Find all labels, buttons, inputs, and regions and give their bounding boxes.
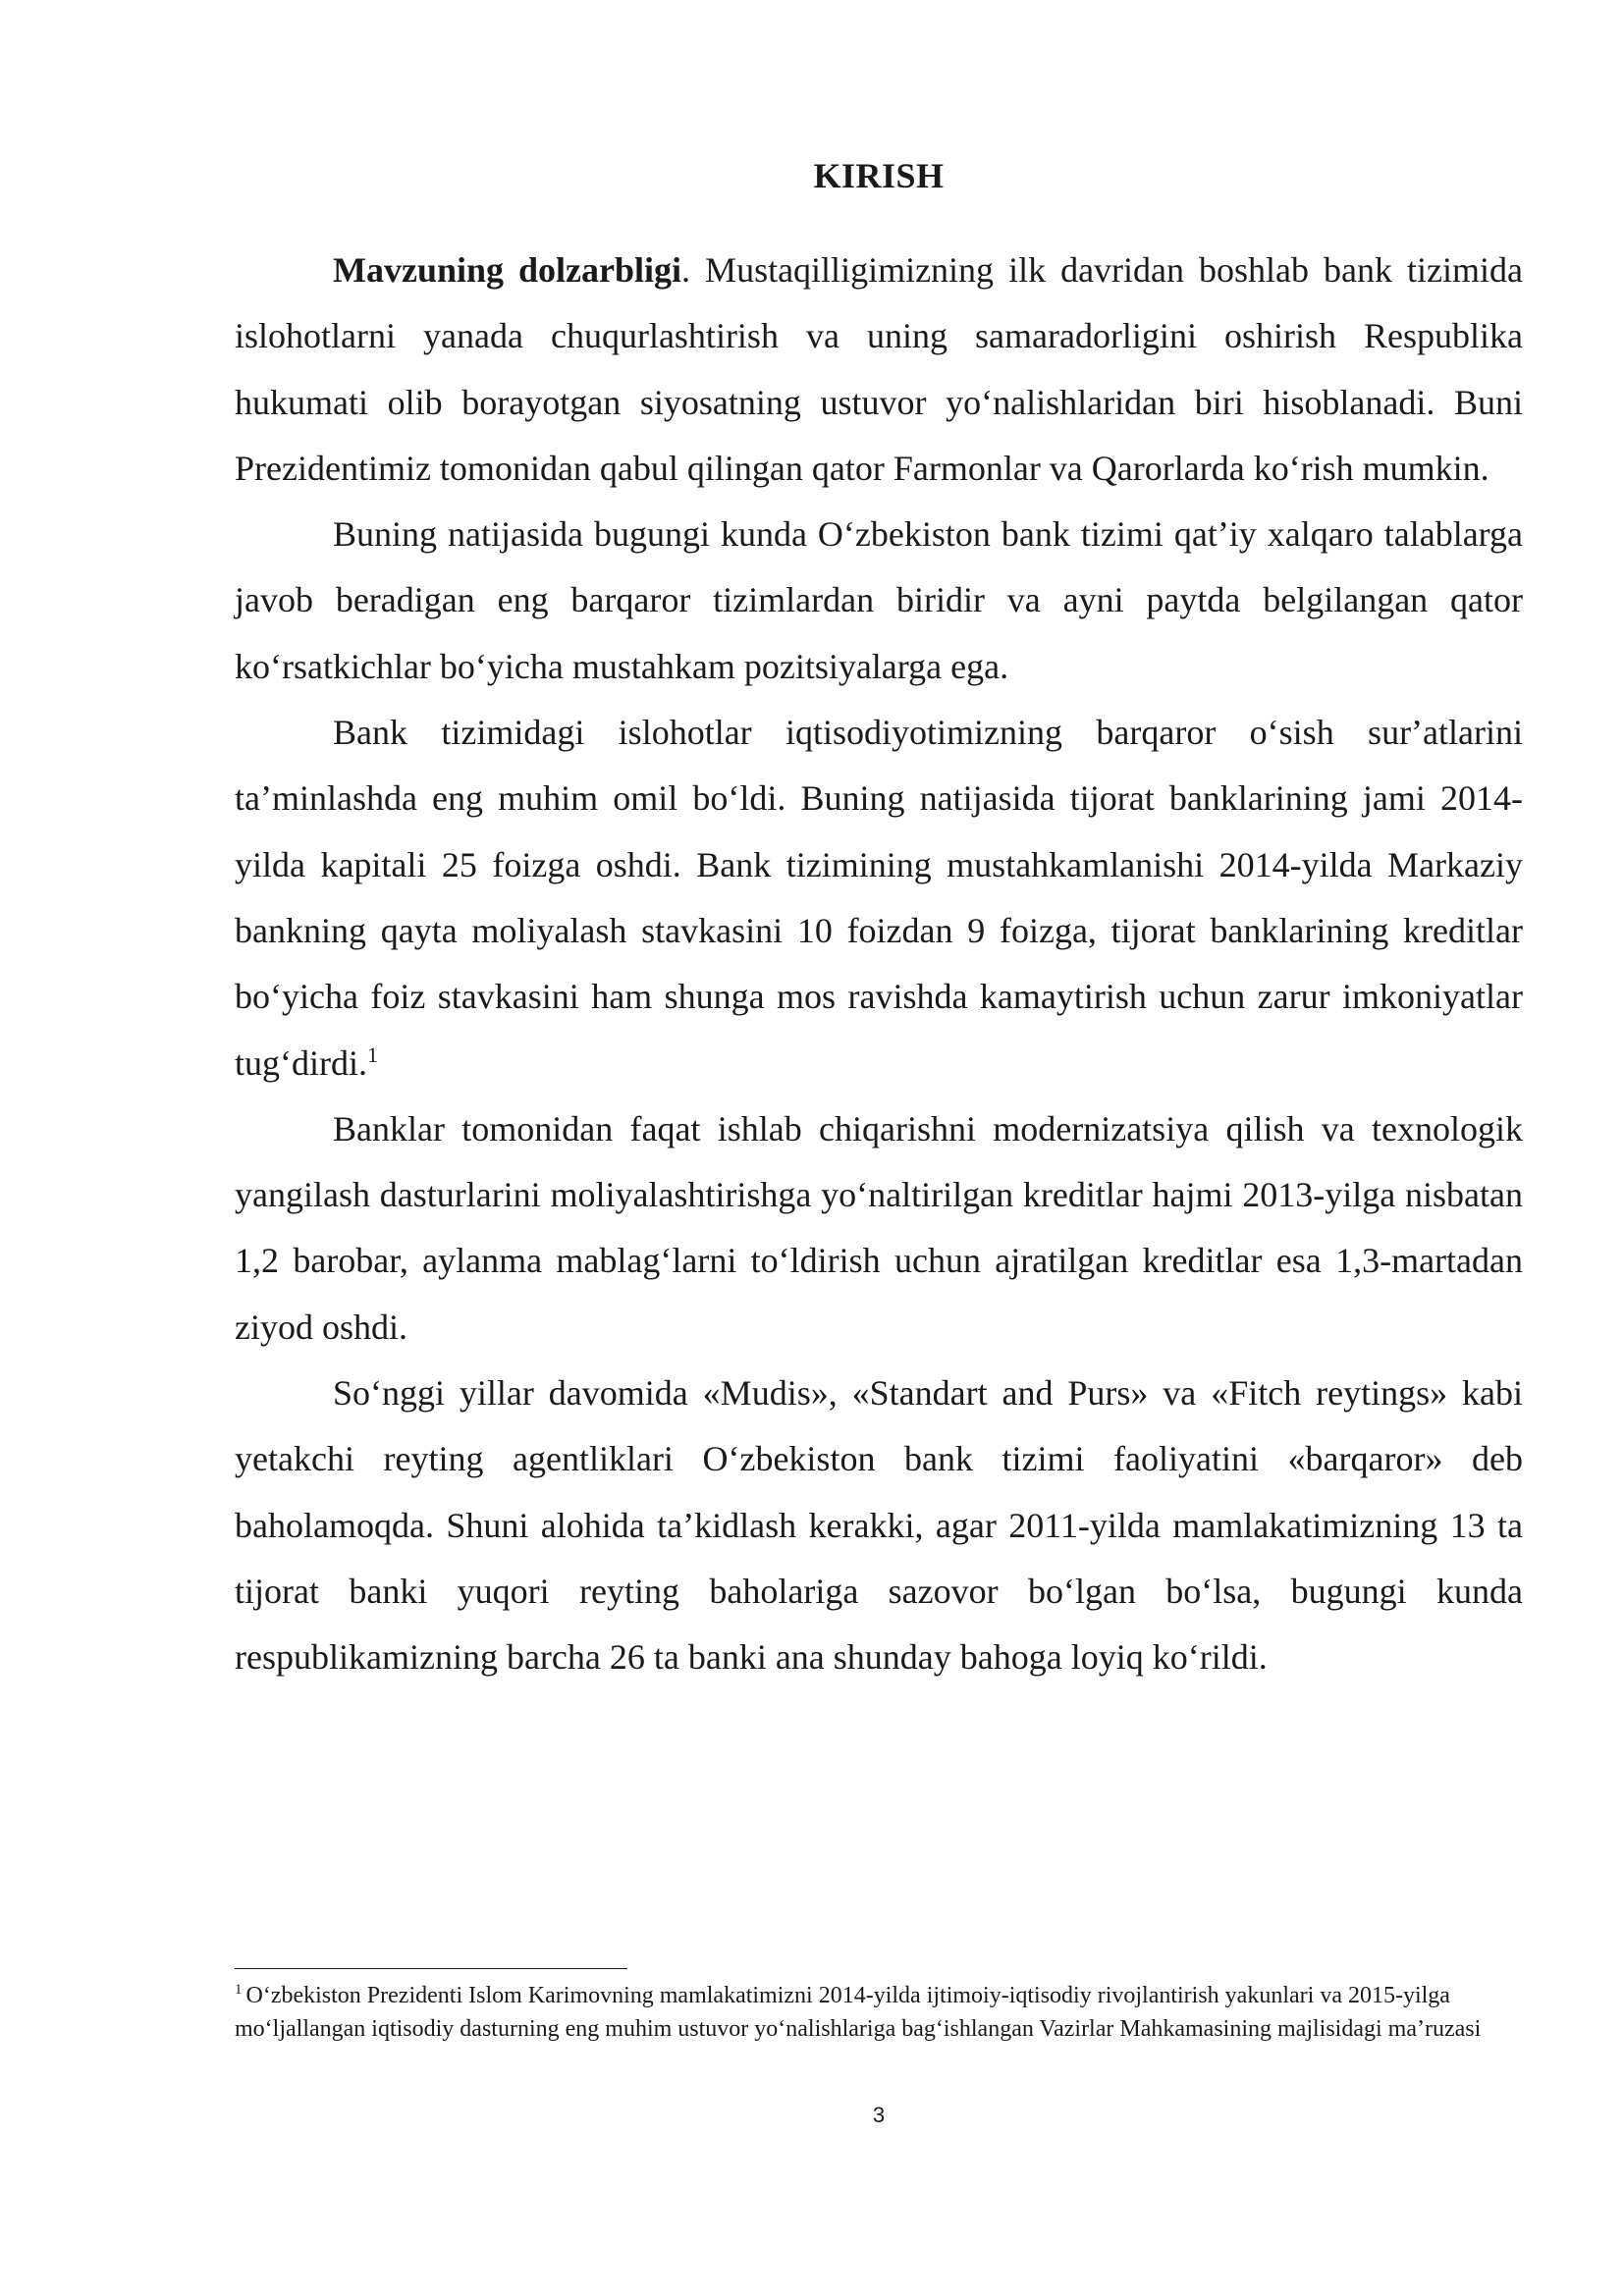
paragraph-3 [235, 700, 1523, 1096]
paragraph-text: . Mustaqilligimizning ilk davridan boshlab bank tizimida islohotlarni yanada chuqurlashtirish va uning samaradorligini oshirish Respublika hukumati olib borayotgan siyosatning ustuvor yoʻnalishlaridan biri hisoblanadi. Buni Prezidentimiz tomonidan qabul qilingan qator Farmonlar va Qarorlarda koʻrish mumkin. [235, 250, 1523, 488]
paragraph-1 [235, 238, 1523, 502]
footnote-reference[interactable]: 1 [366, 1041, 378, 1067]
paragraph-text: Soʻnggi yillar davomida «Mudis», «Standart and Purs» va «Fitch reytings» kabi yetakchi reyting agentliklari Oʻzbekiston bank tizimi faoliyatini «barqaror» deb baholamoqda. Shuni alohida taʼkidlash kerakki, agar 2011-yilda mamlakatimizning 13 ta tijorat banki yuqori reyting baholariga sazovor boʻlgan boʻlsa, bugungi kunda respublikamizning barcha 26 ta banki ana shunday bahoga loyiq koʻrildi. [235, 1373, 1523, 1678]
page-number: 3 [872, 2103, 886, 2127]
paragraph-lead: Mavzuning dolzarbligi [333, 250, 682, 290]
footnote-text: Oʻzbekiston Prezidenti Islom Karimovning mamlakatimizni 2014-yilda ijtimoiy-iqtisodiy rivojlantirish yakunlari va 2015-yilga moʻljallangan iqtisodiy dasturning eng muhim ustuvor yoʻnalishlariga bagʻishlangan Vazirlar Mahkamasining majlisidagi maʼruzasi [235, 1983, 1482, 2042]
section-heading: KIRISH [813, 156, 945, 195]
paragraph-4 [235, 1096, 1523, 1361]
footnote [235, 1979, 1523, 2046]
body-text [235, 238, 1523, 1691]
paragraph-text: Banklar tomonidan faqat ishlab chiqarishni modernizatsiya qilish va texnologik yangilash dasturlarini moliyalashtirishga yoʻnaltirilgan kreditlar hajmi 2013-yilga nisbatan 1,2 barobar, aylanma mablagʻlarni toʻldirish uchun ajratilgan kreditlar esa 1,3-martadan ziyod oshdi. [235, 1108, 1523, 1347]
paragraph-5 [235, 1361, 1523, 1690]
footnote-separator [235, 1968, 627, 1969]
footnote-marker: 1 [235, 1982, 243, 1998]
paragraph-2 [235, 502, 1523, 700]
paragraph-text: Bank tizimidagi islohotlar iqtisodiyotimizning barqaror oʻsish surʼatlarini taʼminlashda eng muhim omil boʻldi. Buning natijasida tijorat banklarining jami 2014-yilda kapitali 25 foizga oshdi. Bank tizimining mustahkamlanishi 2014-yilda Markaziy bankning qayta moliyalash stavkasini 10 foizdan 9 foizga, tijorat banklarining kreditlar boʻyicha foiz stavkasini ham shunga mos ravishda kamaytirish uchun zarur imkoniyatlar tugʻdirdi. [235, 713, 1523, 1083]
paragraph-text: Buning natijasida bugungi kunda Oʻzbekiston bank tizimi qatʼiy xalqaro talablarga javob beradigan eng barqaror tizimlardan biridir va ayni paytda belgilangan qator koʻrsatkichlar boʻyicha mustahkam pozitsiyalarga ega. [235, 514, 1523, 686]
